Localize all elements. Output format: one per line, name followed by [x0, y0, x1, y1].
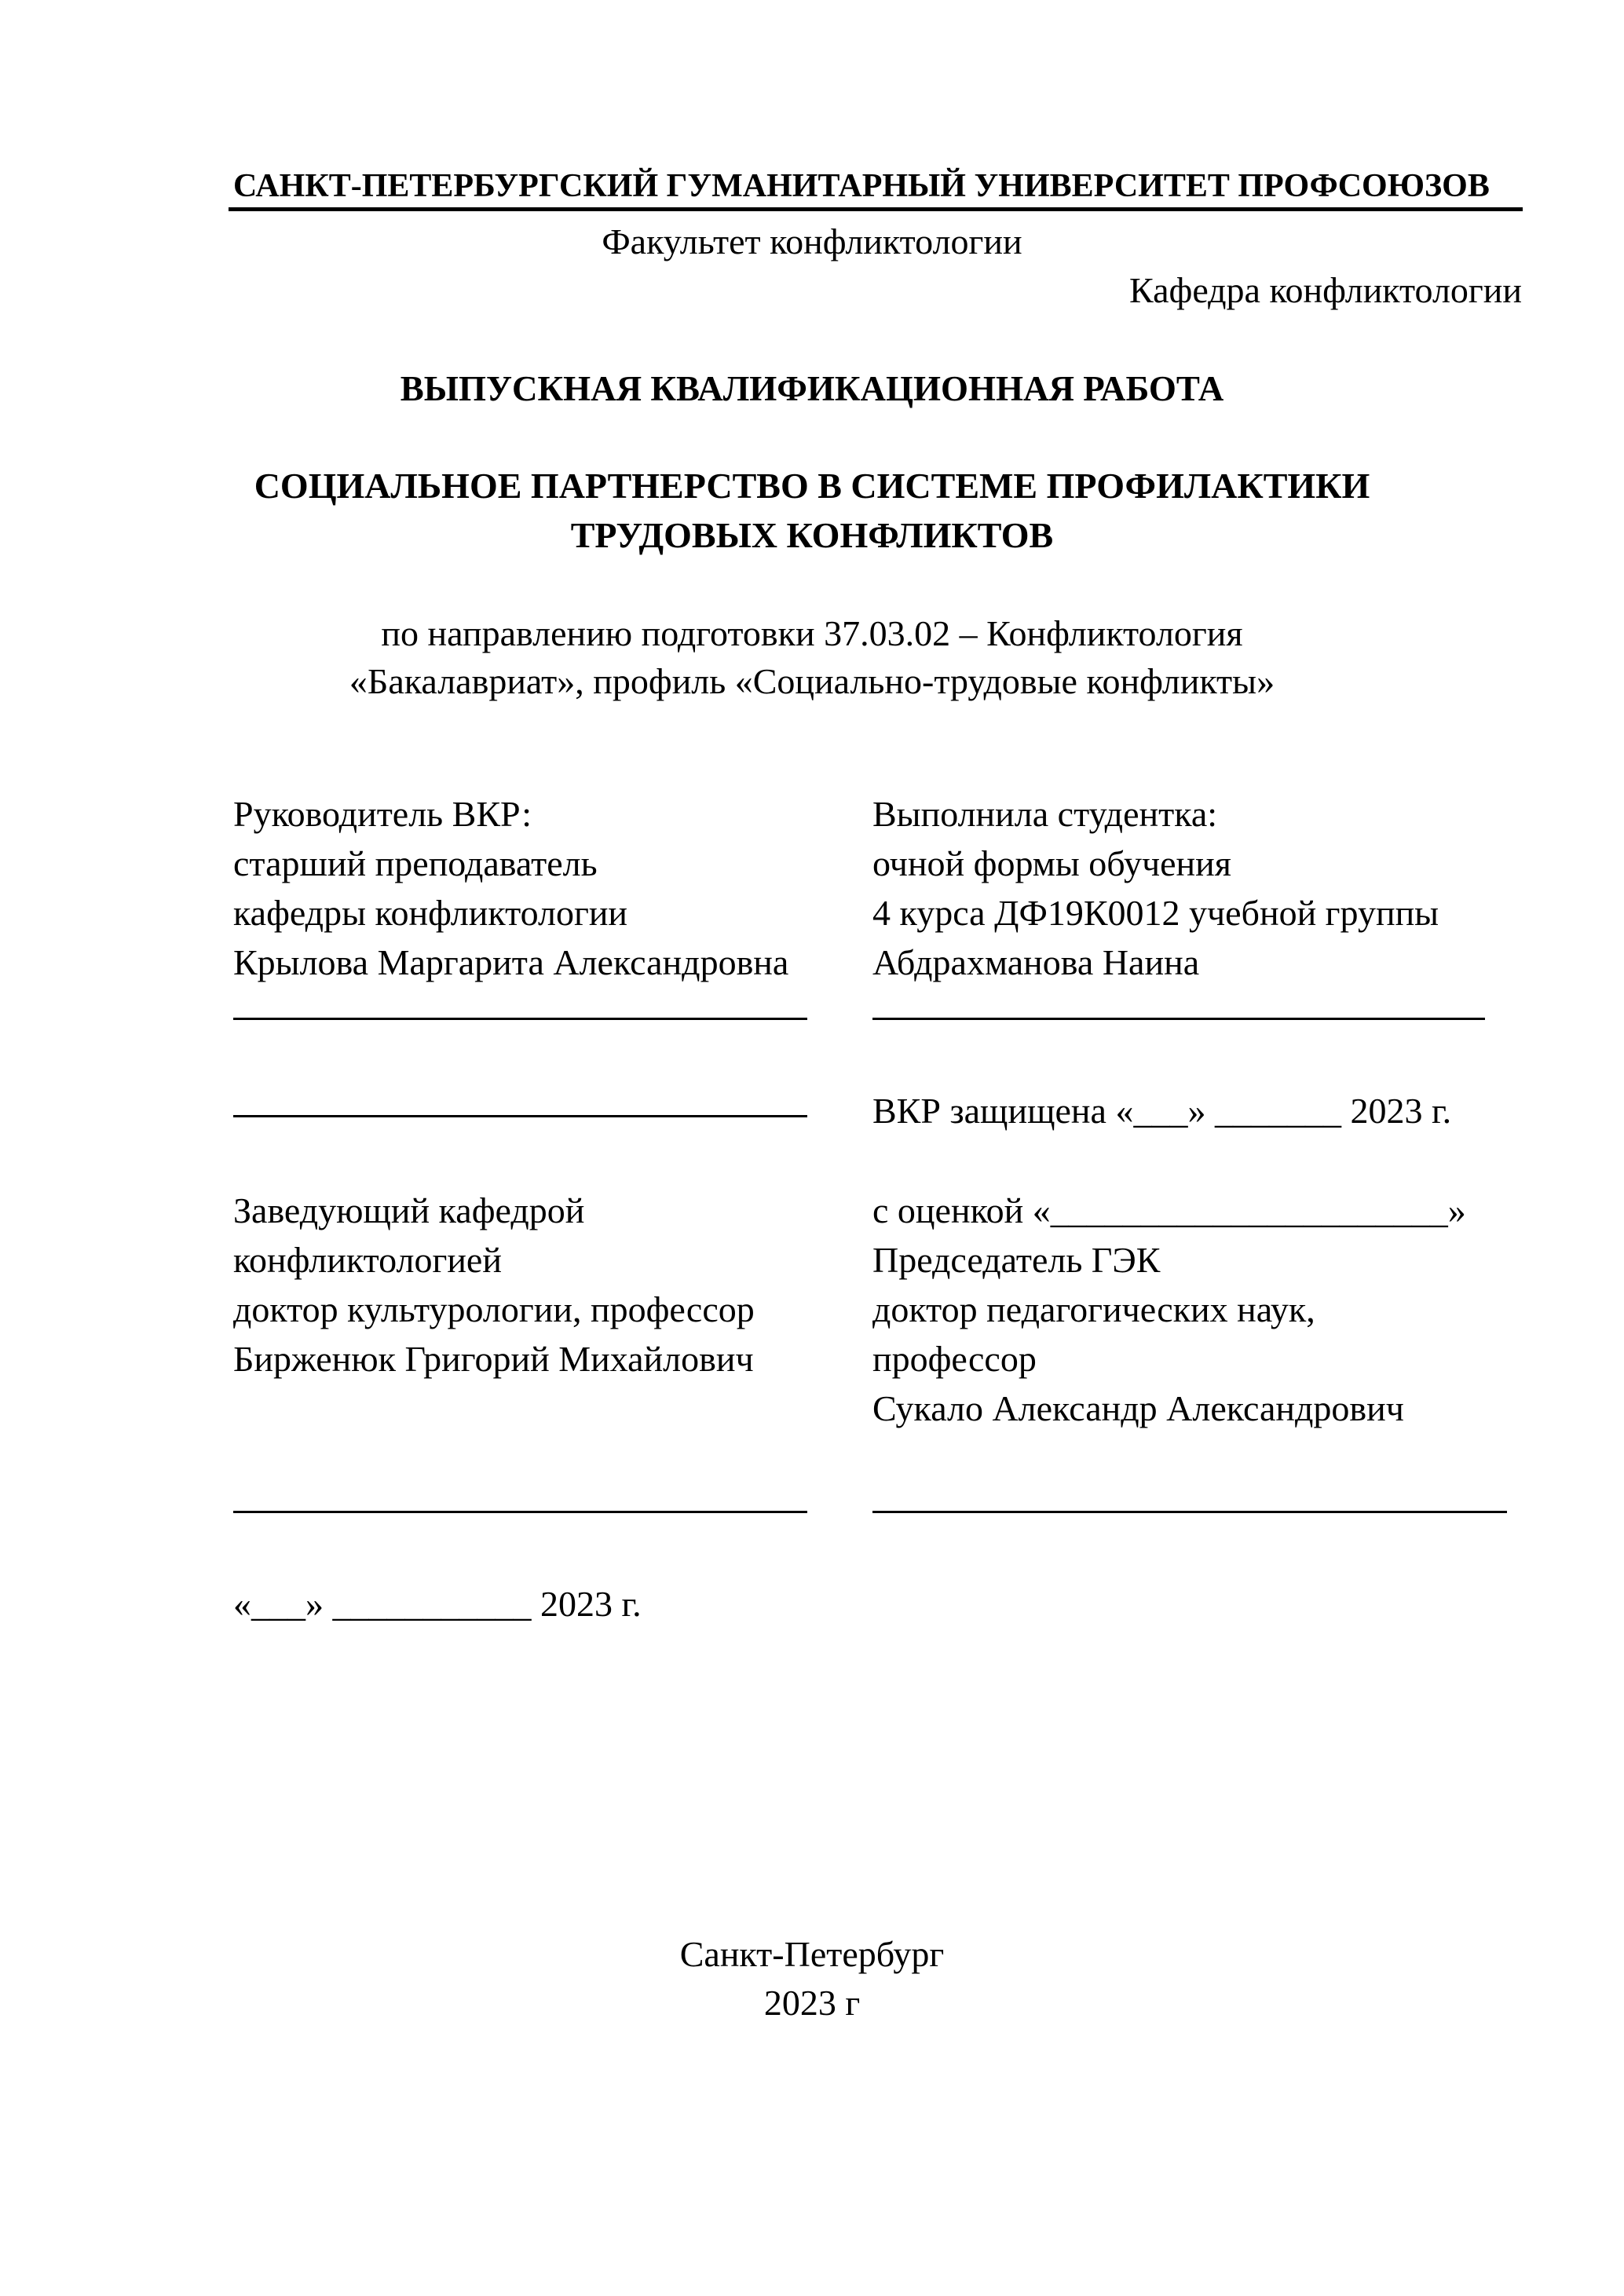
defense-grade: с оценкой «______________________» [872, 1190, 1466, 1230]
university-name: САНКТ-ПЕТЕРБУРГСКИЙ ГУМАНИТАРНЫЙ УНИВЕРСИТЕТ ПРОФСОЮЗОВ [233, 168, 1490, 204]
head-label: Заведующий кафедрой [233, 1190, 585, 1230]
supervisor-name: Крылова Маргарита Александровна [233, 942, 789, 982]
head-signature-line [233, 1511, 807, 1513]
supervisor-position: старший преподаватель [233, 843, 598, 883]
direction-line1: по направлению подготовки 37.03.02 – Конфликтология [381, 613, 1243, 653]
student-label: Выполнила студентка: [872, 794, 1218, 834]
supervisor-department: кафедры конфликтологии [233, 893, 628, 933]
thesis-title-line1: СОЦИАЛЬНОЕ ПАРТНЕРСТВО В СИСТЕМЕ ПРОФИЛАКТИКИ [254, 466, 1370, 506]
thesis-title-line2: ТРУДОВЫХ КОНФЛИКТОВ [570, 515, 1054, 555]
supervisor-date-line [233, 1115, 807, 1117]
student-signature-line [872, 1018, 1485, 1020]
head-degree: доктор культурологии, профессор [233, 1289, 755, 1329]
work-type: ВЫПУСКНАЯ КВАЛИФИКАЦИОННАЯ РАБОТА [400, 369, 1224, 408]
department-name: Кафедра конфликтологии [1129, 270, 1522, 310]
chair-label: Председатель ГЭК [872, 1240, 1161, 1280]
head-department: конфликтологией [233, 1240, 502, 1280]
header-rule [229, 207, 1523, 211]
chair-name: Сукало Александр Александрович [872, 1388, 1404, 1428]
supervisor-label: Руководитель ВКР: [233, 794, 532, 834]
student-group: 4 курса ДФ19К0012 учебной группы [872, 893, 1439, 933]
chair-degree: доктор педагогических наук, [872, 1289, 1315, 1329]
year: 2023 г [763, 1983, 861, 2023]
student-name: Абдрахманова Наина [872, 942, 1200, 982]
head-name: Бирженюк Григорий Михайлович [233, 1339, 754, 1379]
signature-date: «___» ___________ 2023 г. [233, 1584, 642, 1624]
supervisor-signature-line [233, 1018, 807, 1020]
faculty-name: Факультет конфликтологии [602, 221, 1022, 261]
city: Санкт-Петербург [679, 1934, 945, 1974]
defense-date: ВКР защищена «___» _______ 2023 г. [872, 1091, 1452, 1131]
direction-line2: «Бакалавриат», профиль «Социально-трудовые конфликты» [349, 661, 1275, 701]
student-form: очной формы обучения [872, 843, 1231, 883]
chair-signature-line [872, 1511, 1507, 1513]
chair-title: профессор [872, 1339, 1037, 1379]
